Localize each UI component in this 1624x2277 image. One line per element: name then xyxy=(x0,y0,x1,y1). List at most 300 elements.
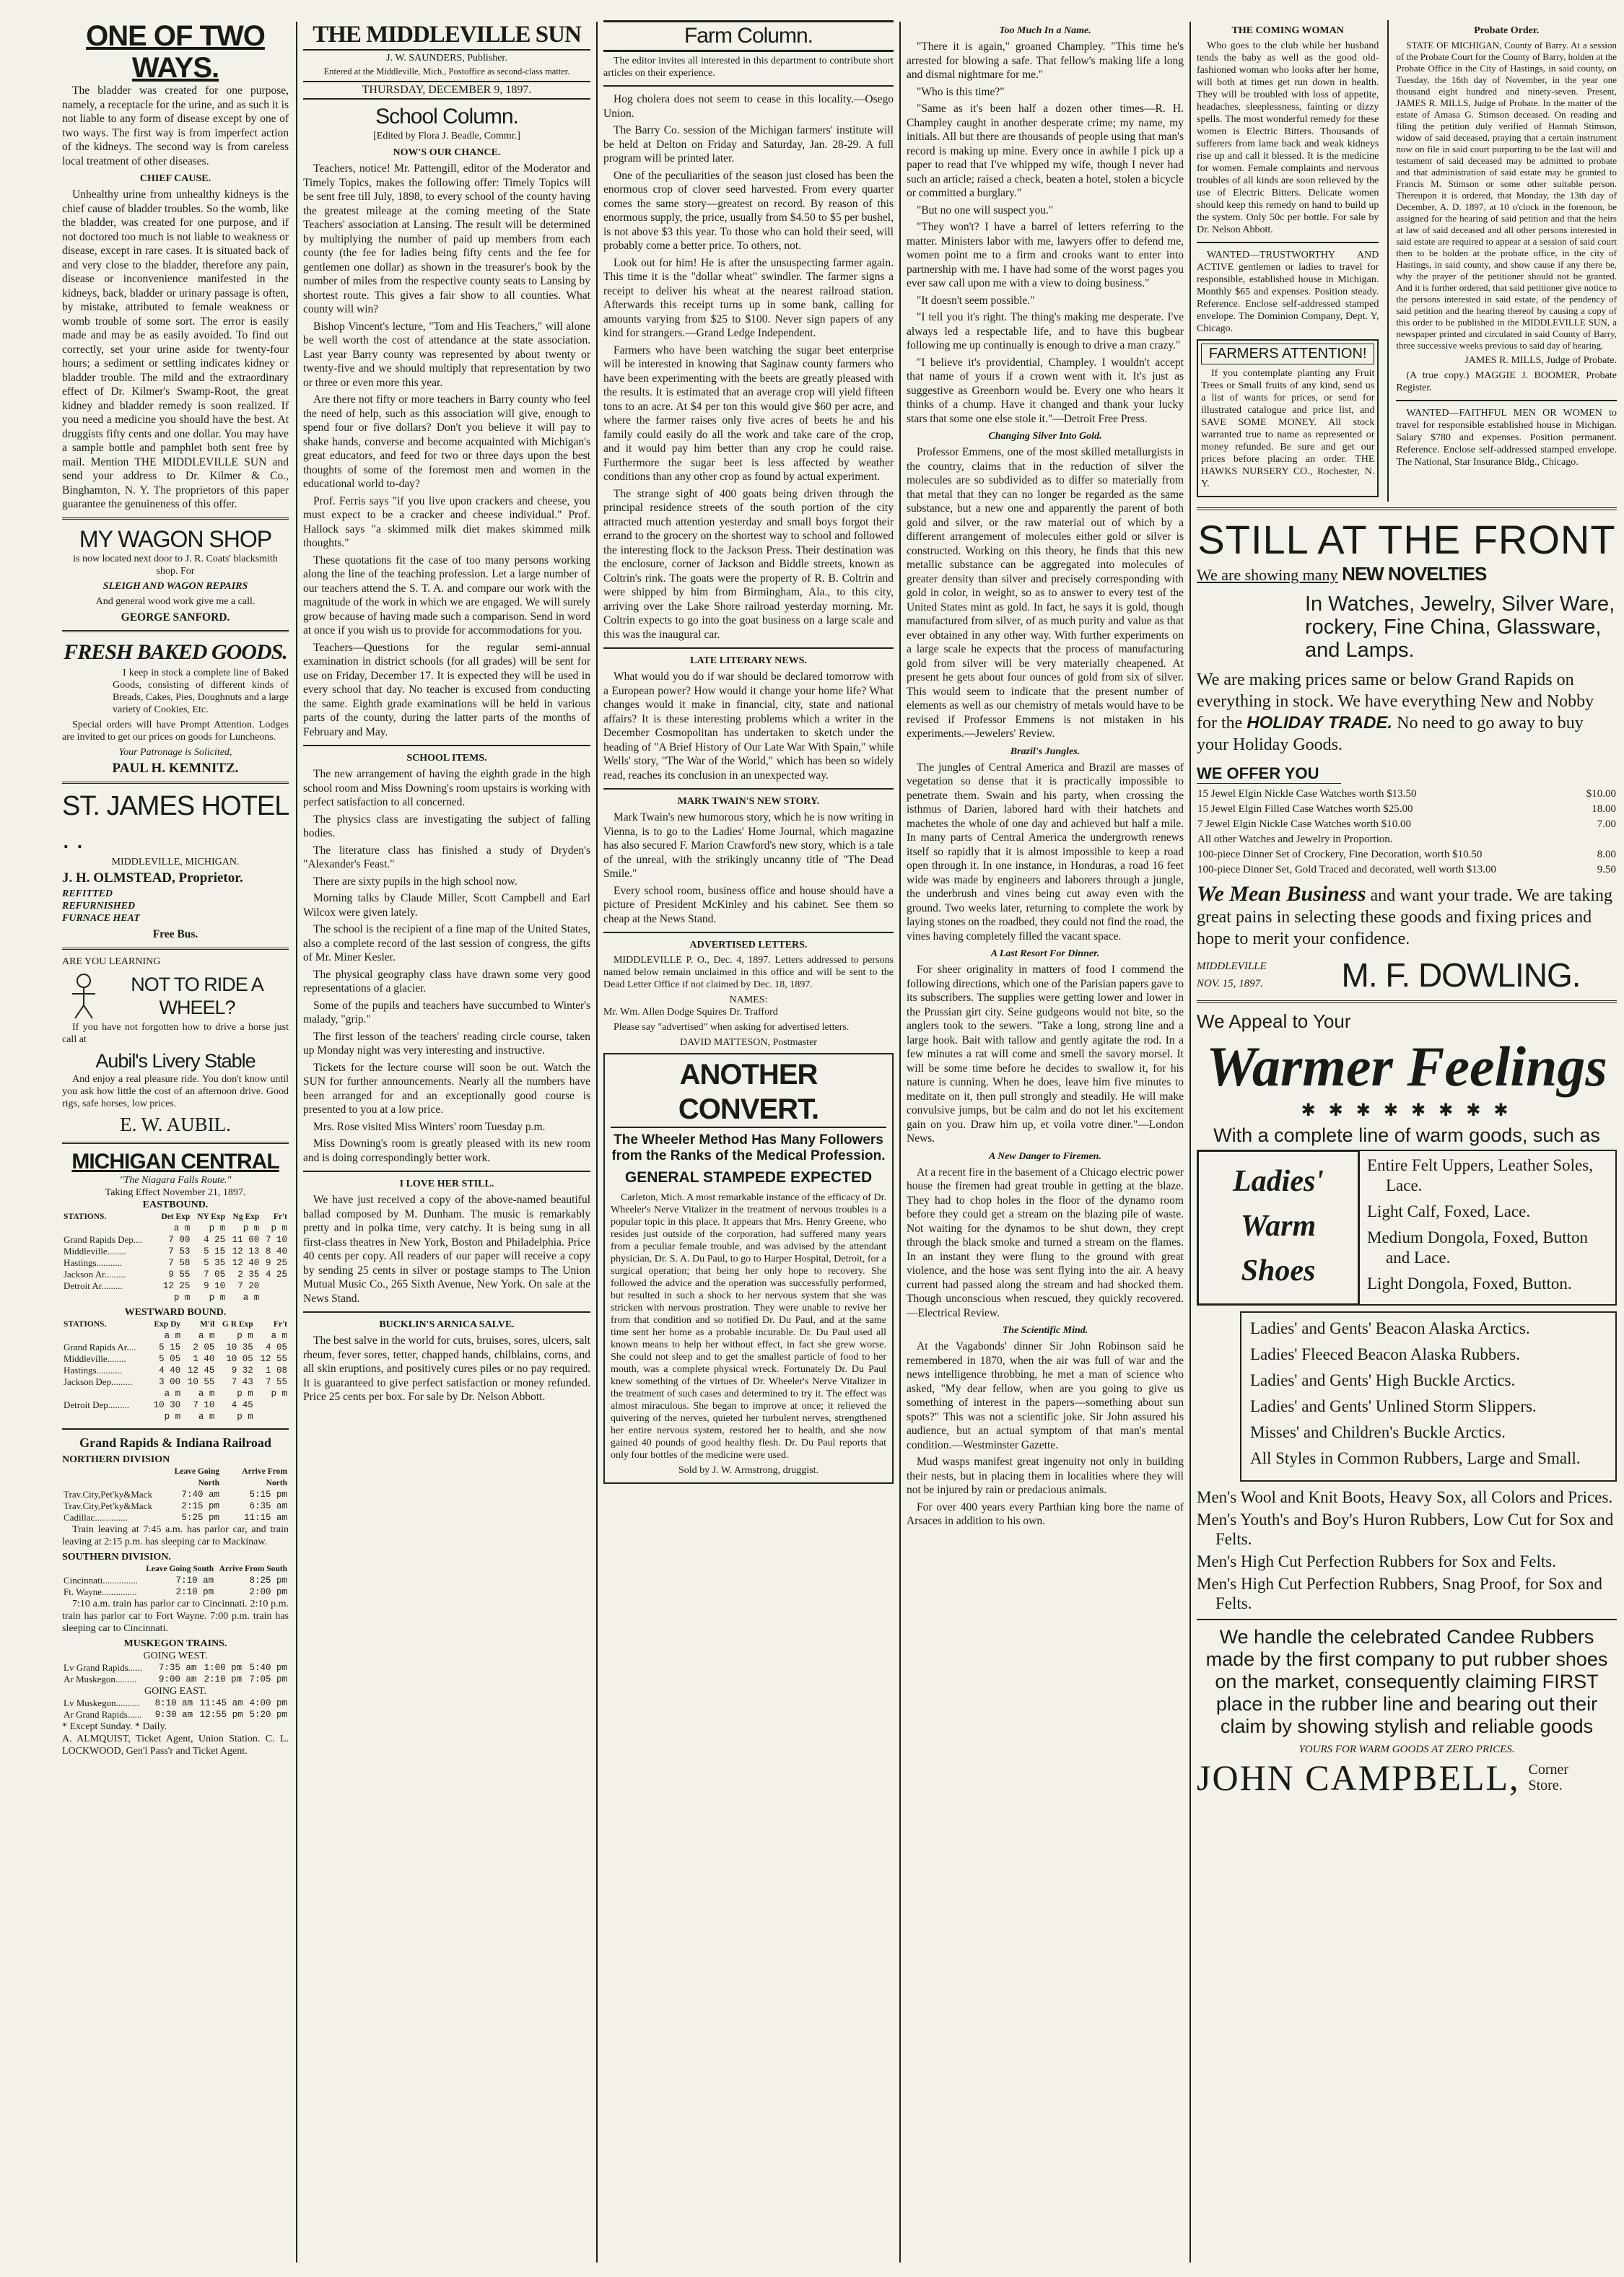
rubber-item: Men's Youth's and Boy's Huron Rubbers, Low Cut for Sox and Felts. xyxy=(1197,1511,1614,1548)
news-paragraph: Mark Twain's new humorous story, which he is now writing in Vienna, is to go to the Ladies' Home Journal, which magazine has also secured F. Marion Crawford's new story, which is a tale of the unreal, with the strikingly uncanny title of "The Dead Smile." xyxy=(603,811,894,880)
michigan-central-effect: Taking Effect November 21, 1897. xyxy=(105,1186,246,1198)
article-paragraph: Are there not fifty or more teachers in Barry county who feel the need of help, such as this association will give, enough to spend four or five dollars? Don't you believe it will pay to shake hands, converse and become acquainted with Michigan's great educators, and feed for two or three days upon the best thoughts of some of the foremost men and women in the educational world to-day? xyxy=(303,393,590,490)
muskegon-west-timetable xyxy=(62,1662,289,1685)
dowling-date: NOV. 15, 1897. xyxy=(1197,978,1263,989)
timetable-row xyxy=(62,1330,289,1342)
timetable-cell: 5:15 pm xyxy=(249,1489,287,1500)
shoe-item: Light Dongola, Foxed, Button. xyxy=(1367,1275,1572,1293)
offer-heading: WE OFFER YOU xyxy=(1197,764,1341,784)
coming-woman-heading: THE COMING WOMAN xyxy=(1231,25,1344,36)
timetable-header: Exp Dy xyxy=(154,1319,181,1329)
divider xyxy=(62,1142,289,1144)
scientific-mind-heading: The Scientific Mind. xyxy=(1002,1325,1088,1336)
advertised-letters-heading: ADVERTISED LETTERS. xyxy=(689,940,808,950)
story-paragraph: "I tell you it's right. The thing's making me desperate. I've always led a respectable life, and to have this bugbear following me up continually is enough to drive a man crazy." xyxy=(907,311,1184,351)
eastbound-heading: EASTBOUND. xyxy=(142,1199,209,1210)
shoes-word: Warm xyxy=(1240,1210,1317,1243)
letters-names-heading: NAMES: xyxy=(729,995,768,1005)
timetable-cell: 7 55 xyxy=(265,1376,287,1387)
timetable-cell: 12 25 xyxy=(162,1280,191,1291)
timetable-cell: Hastings........... xyxy=(64,1364,123,1376)
timetable-cell: 2:10 pm xyxy=(175,1586,214,1597)
timetable-cell: 8:25 pm xyxy=(249,1575,287,1586)
school-item: Mrs. Rose visited Miss Winters' room Tuesday p.m. xyxy=(313,1120,546,1133)
arctic-item: Ladies' and Gents' Beacon Alaska Arctics. xyxy=(1250,1319,1530,1337)
top-right-ads xyxy=(1197,20,1617,502)
divider xyxy=(603,932,894,933)
wanted-ad: WANTED—TRUSTWORTHY AND ACTIVE gentlemen or ladies to travel for responsible, established house in Michigan. Monthly $65 and expenses. Position steady. Reference. Enclose self-addressed stamped envelope. The Dominion Company, Dept. Y, Chicago. xyxy=(1197,250,1379,334)
timetable-cell: 9:00 am xyxy=(158,1674,197,1684)
hotel-bus: Free Bus. xyxy=(152,928,198,940)
letters-paragraph: MIDDLEVILLE P. O., Dec. 4, 1897. Letters addressed to persons named below remain unclaimed in this office and will be sent to the Dead Letter Office if not claimed by Dec. 18, 1897. xyxy=(603,955,894,990)
offer-price: 9.50 xyxy=(1597,864,1616,875)
column-2 xyxy=(303,20,590,2263)
timetable-cell: 7 05 xyxy=(204,1269,226,1280)
timetable-cell: 8 40 xyxy=(265,1246,287,1256)
timetable-row xyxy=(62,1342,289,1353)
offer-row xyxy=(1197,787,1617,802)
timetable-cell: Jackson Ar......... xyxy=(64,1268,126,1280)
timetable-cell: 12 45 xyxy=(187,1365,215,1376)
firemen-heading: A New Danger to Firemen. xyxy=(989,1150,1101,1162)
timetable-cell xyxy=(261,1280,289,1292)
news-paragraph: What would you do if war should be declared tomorrow with a European power? How would it change your home life? What changes would it make in financial, city, state and national affairs? It is these interesting problems which a writer in the December Cosmopolitan has undertaken to sketch under the heading of "A Brief History of Our Late War With Spain," while Wells' story, "The War of the World," which has been so widely read, reaches its conclusion in an unexpected way. xyxy=(603,670,894,782)
name-story-heading: Too Much In a Name. xyxy=(999,25,1091,36)
timetable-cell: Ar Muskegon......... xyxy=(64,1673,137,1684)
timetable-row xyxy=(62,1586,289,1598)
offer-price xyxy=(1577,832,1617,847)
probate-text: STATE OF MICHIGAN, County of Barry. At a session of the Probate Court for the County of Barry, holden at the Probate Office in the City of Hastings, in said county, on Tuesday, the 16th day of November, in the year one thousand eight hundred and ninety-seven. Present, JAMES R. MILLS, Judge of Probate. In the matter of the estate of Amasa G. Stimson deceased. On reading and filing the petition duly verified of Hannah Stimson, widow of said deceased, praying that a certain instrument now on file in said court purporting to be the last will and testament of said deceased may be admitted to probate and that administration of said estate may be granted to Francis M. Stimson or some other suitable person. Thereupon it is ordered, that Monday, the 13th day of December, A. D. 1897, at 10 o'clock in the forenoon, be assigned for the hearing of said petition and that the heirs at law of said deceased and all other persons interested in said estate are required to appear at a session of said court then to be holden at the probate office, in the city of Hastings, in said county, and show cause if any there be, why the prayer of the petitioner should not be granted. And it is further ordered, that said petitioner give notice to the persons interested in said estate, of the pendency of said petition and the hearing thereof by causing a copy of this order to be published in the MIDDLEVILLE SUN, a newspaper printed and circulated in said County of Barry, three successive weeks previous to said day of hearing. xyxy=(1396,40,1617,351)
rubber-item: Men's High Cut Perfection Rubbers for Sox and Felts. xyxy=(1197,1552,1556,1570)
story-paragraph: Professor Emmens, one of the most skilled metallurgists in the country, claims that in the reduction of silver the molecules are so subdivided as to differ so materially from that metal that they can no longer be regarded as the same substance, but a new one and apparently the parent of both gold and silver, or the raw material out of which by a different arrangement of molecules either gold or silver is constructed. Working on this theory, he finds that this new metallic substance can be aggregated into molecules of greater density than silver and precisely corresponding with gold in color, in weight, so as to answer to every test of the United States mint as gold. In fact, he says it is gold, though manufactured from silver, of as much purity and value as that ever obtained in any other way. With further experiments on a large scale he expects that the process of manufacturing gold from silver will be very materially cheapened. At present he gets about four ounces of gold from six of silver. This would seem to indicate that the present number of elements as well as our chemistry of metals would have to be revised if Professor Emmens is not mistaken in his experiments.—Jewelers' Review. xyxy=(907,446,1184,740)
wagon-shop-title: MY WAGON SHOP xyxy=(79,525,272,552)
timetable-cell: 5 15 xyxy=(159,1342,181,1352)
offer-row xyxy=(1197,832,1617,847)
story-paragraph: For over 400 years every Parthian king bore the name of Arsaces in addition to his own. xyxy=(907,1500,1184,1527)
timetable-header: Fr't xyxy=(273,1212,287,1221)
timetable-cell: 1 08 xyxy=(265,1365,287,1376)
gri-north-timetable xyxy=(62,1466,289,1524)
timetable-cell: Ft. Wayne............... xyxy=(64,1586,137,1597)
school-item: There are sixty pupils in the high school now. xyxy=(313,875,518,888)
convert-signature: Sold by J. W. Armstrong, druggist. xyxy=(678,1465,819,1476)
article-paragraph: We have just received a copy of the above-named beautiful ballad composed by M. Dunham. The music is remarkably pretty and in polka time, very catchy. It is being sung in all first-class theatres in New York, Boston and Philadelphia. Price 40 cents per copy. All readers of our paper will receive a copy by sending 25 cents in silver or postage stamps to The Union Mutual Music Co., 265 Sixth Avenue, New York. On sale at the News Stand. xyxy=(303,1194,590,1305)
baked-goods-signature: PAUL H. KEMNITZ. xyxy=(112,761,239,776)
timetable-cell: 1 40 xyxy=(193,1353,215,1364)
front-showing: We are showing many xyxy=(1197,566,1338,584)
timetable-cell: 7 10 xyxy=(265,1234,287,1245)
livery-text: If you have not forgotten how to drive a horse just call at xyxy=(62,1021,289,1045)
wanted-ad: WANTED—FAITHFUL MEN OR WOMEN to travel for responsible established house in Michigan. Salary $780 and expenses. Position permanent. Reference. Enclose self-addressed stamped envelope. The National, Star Insurance Bldg., Chicago. xyxy=(1396,408,1617,468)
eastbound-timetable xyxy=(62,1211,289,1303)
shoes-list xyxy=(1360,1150,1617,1306)
offer-row xyxy=(1197,802,1617,817)
timetable-cell xyxy=(62,1292,155,1303)
timetable-header: Ng Exp xyxy=(232,1212,260,1221)
school-item: Morning talks by Claude Miller, Scott Campbell and Earl Wilcox were given lately. xyxy=(303,892,590,919)
gri-note: 7:10 a.m. train has parlor car to Cincinnati. 2:10 p.m. train has parlor car to Fort Wayne. 7:00 p.m. train has sleeping car to Cincinnati. xyxy=(62,1598,289,1634)
article-paragraph: These quotations fit the case of too many persons working along the line of the teaching profession. Let a large number of our teachers attend the S. T. A. and compare our work with the magnitude of the work in which we are engaged. We will surely grow because of having made such a comparison. Send in word at once if you wish us to provide for accommodations for you. xyxy=(303,554,590,637)
timetable-cell: 5:20 pm xyxy=(249,1709,287,1720)
business-line xyxy=(1197,883,1617,950)
gri-title: Grand Rapids & Indiana Railroad xyxy=(79,1435,271,1450)
michigan-central-title: MICHIGAN CENTRAL xyxy=(71,1149,279,1174)
story-paragraph: Mud wasps manifest great ingenuity not only in building their nests, but in placing them in localities where they will not be injured by rain or predacious animals. xyxy=(907,1456,1184,1496)
muskegon-east: GOING EAST. xyxy=(144,1685,207,1697)
livery-title: Aubil's Livery Stable xyxy=(95,1049,256,1072)
front-holiday: HOLIDAY TRADE. xyxy=(1247,713,1393,733)
divider xyxy=(603,788,894,790)
timetable-cell: 7 00 xyxy=(168,1234,191,1245)
column-rule xyxy=(1189,22,1191,2263)
timetable-row xyxy=(62,1512,289,1524)
timetable-row xyxy=(62,1575,289,1586)
front-prices: We are making prices same or below Grand Rapids on everything in stock. We have everything New and Nobby for the xyxy=(1197,670,1594,733)
school-item: The first lesson of the teachers' reading circle course, taken up Monday night was very interesting and instructive. xyxy=(303,1030,590,1057)
offer-price: 8.00 xyxy=(1597,849,1616,860)
publisher: J. W. SAUNDERS, Publisher. xyxy=(386,53,507,64)
offer-item: 15 Jewel Elgin Filled Case Watches worth $25.00 xyxy=(1197,803,1413,815)
timetable-row xyxy=(62,1674,289,1685)
hotel-feature: REFITTED xyxy=(62,888,113,899)
timetable-row xyxy=(62,1257,289,1269)
shoe-item: Medium Dongola, Foxed, Button and Lace. xyxy=(1367,1228,1589,1267)
timetable-cell: Detroit Dep......... xyxy=(64,1399,129,1410)
column-rule xyxy=(296,22,297,2263)
timetable-cell: 9 55 xyxy=(168,1269,191,1280)
story-paragraph: "But no one will suspect you." xyxy=(917,204,1054,217)
timetable-cell: Middleville........ xyxy=(64,1245,126,1256)
timetable-header: NY Exp xyxy=(197,1212,226,1221)
livery-question: ARE YOU LEARNING xyxy=(62,956,161,967)
timetable-header: Arrive From South xyxy=(219,1564,287,1573)
ticket-agents: A. ALMQUIST, Ticket Agent, Union Station. C. L. LOCKWOOD, Gen'l Pass'r and Ticket Agent. xyxy=(62,1733,289,1757)
timetable-cell: 12 55 xyxy=(260,1353,287,1364)
timetable-cell: Cincinnati............... xyxy=(64,1574,138,1586)
timetable-cell xyxy=(255,1411,289,1422)
timetable-cell: 4 40 xyxy=(159,1365,181,1376)
timetable-cell: a m xyxy=(198,1330,215,1341)
school-item: Some of the pupils and teachers have succumbed to Winter's malady, "grip." xyxy=(303,999,590,1026)
divider xyxy=(603,647,894,649)
offer-item: 100-piece Dinner Set of Crockery, Fine Decoration, worth $10.50 xyxy=(1197,849,1483,860)
timetable-cell: p m xyxy=(164,1411,181,1422)
bladder-title: ONE OF TWO WAYS. xyxy=(86,20,265,84)
silver-heading: Changing Silver Into Gold. xyxy=(988,431,1102,442)
timetable-cell: 4 45 xyxy=(231,1399,253,1410)
man-figure-icon xyxy=(62,971,105,1021)
offer-item: 100-piece Dinner Set, Gold Traced and decorated, well worth $13.00 xyxy=(1197,864,1497,875)
timetable-cell: a m xyxy=(164,1330,181,1341)
warm-goods-tagline: YOURS FOR WARM GOODS AT ZERO PRICES. xyxy=(1298,1744,1515,1755)
timetable-cell: 10 35 xyxy=(226,1342,253,1352)
mark-twain-heading: MARK TWAIN'S NEW STORY. xyxy=(677,796,820,807)
timetable-cell: 7:35 am xyxy=(158,1662,197,1673)
business-heading: We Mean Business xyxy=(1197,882,1366,906)
rubber-item: Men's Wool and Knit Boots, Heavy Sox, all Colors and Prices. xyxy=(1197,1488,1613,1506)
story-paragraph: At the Vagabonds' dinner Sir John Robinson said he remembered in 1870, when the air was full of war and the news intelligence throbbing, he met a man of science who asked, "My dear fellow, when are you going to give us something of interest in the papers—something about sun spots?" This was not a scientific joke. Sir John assured his audience, but an actual symptom of that man's mental condition.—Westminster Gazette. xyxy=(907,1340,1184,1451)
farm-paragraph: The Barry Co. session of the Michigan farmers' institute will be held at Delton on Friday and Saturday, Jan. 28-29. A full program will be printed later. xyxy=(603,124,894,165)
timetable-cell: 5 35 xyxy=(204,1257,226,1268)
timetable-cell: 7:40 am xyxy=(181,1489,219,1500)
gri-south-timetable xyxy=(62,1563,289,1598)
school-item: The physics class are investigating the subject of falling bodies. xyxy=(303,813,590,839)
muskegon-east-timetable xyxy=(62,1697,289,1721)
baked-goods-title: FRESH BAKED GOODS. xyxy=(64,640,287,664)
timetable-row xyxy=(62,1388,289,1399)
timetable-cell: 11:45 am xyxy=(199,1697,243,1708)
dinner-heading: A Last Resort For Dinner. xyxy=(990,948,1100,959)
timetable-cell: Hastings........... xyxy=(64,1256,123,1268)
baked-goods-text: I keep in stock a complete line of Baked Goods, consisting of different kinds of Breads, Cakes, Pies, Doughnuts and a large variety of Cookies, Etc. xyxy=(113,668,289,715)
timetable-cell: p m xyxy=(209,1223,226,1233)
bladder-paragraph: The bladder was created for one purpose, namely, a receptacle for the urine, and as such it is not liable to any form of disease except by one of two ways. The first way is from imperfect action of the kidneys. The second way is from careless local treatment of other diseases. xyxy=(62,84,289,167)
convert-ad xyxy=(603,1053,894,1484)
complete-line-text: With a complete line of warm goods, such as xyxy=(1213,1124,1600,1146)
timetable-header: Leave Going South xyxy=(146,1564,214,1573)
article-paragraph: Prof. Ferris says "if you live upon crackers and cheese, you must expect to be a cracker and cheese individual." Prof. Hallock says "a skimmed milk diet makes skimmed milk thoughts." xyxy=(303,494,590,549)
dowling-place: MIDDLEVILLE xyxy=(1197,961,1267,972)
campbell-name: JOHN CAMPBELL, xyxy=(1197,1757,1520,1798)
front-showing-line xyxy=(1197,564,1617,585)
timetable-row xyxy=(62,1662,289,1674)
story-paragraph: "Who is this time?" xyxy=(917,85,1005,98)
love-her-still-heading: I LOVE HER STILL. xyxy=(399,1179,494,1189)
timetable-cell: 9 32 xyxy=(231,1365,253,1376)
article-paragraph: Teachers, notice! Mr. Pattengill, editor of the Moderator and Timely Topics, makes the following offer: Timely Topics will be sent free till July, 1898, to every school of the county having the greatest mileage at the coming meeting of the State Teachers' association at Lansing. The result will be determined by multiplying the number of paid up members from each county (the fee for ladies being fifty cents and the fee for gentlemen one dollar) as shown in the treasurer's book by the number of miles from the respective county seats to Lansing by shortest route. This gives a fair show to all counties. What county will win? xyxy=(303,162,590,315)
timetable-row xyxy=(62,1697,289,1709)
timetable-cell: Detroit Ar......... xyxy=(64,1280,123,1291)
timetable-row xyxy=(62,1376,289,1388)
story-paragraph: "They won't? I have a barrel of letters referring to the matter. Ministers labor with me, lawyers offer to defend me, women point me to a firm and crooks want to enter into partnership with me. I have had some of the worst pages you ever saw call upon me with a view to doing business." xyxy=(907,221,1184,289)
timetable-row xyxy=(62,1223,289,1234)
convert-subtitle: The Wheeler Method Has Many Followers from the Ranks of the Medical Profession. xyxy=(611,1132,886,1163)
column-rule xyxy=(899,22,901,2263)
offer-table xyxy=(1197,787,1617,878)
school-item: The literature class has finished a study of Dryden's "Alexander's Feast." xyxy=(303,844,590,870)
letters-names: Mr. Wm. Allen Dodge Squires Dr. Trafford xyxy=(603,1007,778,1018)
entered-note: Entered at the Middleville, Mich., Postoffice as second-class matter. xyxy=(323,66,570,77)
column-4 xyxy=(907,20,1184,2263)
story-paragraph: "I believe it's providential, Champley. I wouldn't accept that name of yours if a crown went with it. It's just as suggestive as Greenborn would be. Every one who hears it thinks of a chump. Have it changed and thank your lucky stars that some one else stole it."—Detroit Free Press. xyxy=(907,356,1184,425)
column-5 xyxy=(1197,20,1617,2263)
timetable-cell xyxy=(62,1330,148,1342)
probate-signature: JAMES R. MILLS, Judge of Probate. xyxy=(1464,355,1617,366)
timetable-cell: Grand Rapids Dep.... xyxy=(64,1233,143,1245)
timetable-cell: Trav.City,Pet'ky&Mack xyxy=(64,1488,152,1500)
timetable-cell: a m xyxy=(164,1388,181,1399)
story-paragraph: "Same as it's been half a dozen other times—R. H. Champley caught in another desperate crime; my name, my initials. All but there are thousands of people using that man's record is making up mine. Every once in awhile I pick up a paper to read that I've whipped my wife, though I never had such an article; raised a check, beaten a hotel, stolen a bicycle or committed a burglary." xyxy=(907,102,1184,199)
timetable-row xyxy=(62,1353,289,1365)
story-paragraph: "It doesn't seem possible." xyxy=(917,294,1035,307)
timetable-cell xyxy=(62,1223,155,1234)
timetable-cell: Middleville........ xyxy=(64,1352,126,1364)
timetable-cell xyxy=(62,1388,148,1399)
story-paragraph: At a recent fire in the basement of a Chicago electric power house the firemen had great trouble in getting at the blaze. They had to chop holes in the floor of the dynamo room before they could get a stream on the blazing pile of waste. Not waiting for the dynamos to be shut down, they crept through the black smoke and turned a stream on the flames. In an instant they were flung to the ground with great violence, and the hose was sent flying into the air. A heavy current had passed along the stream and had shocked them. Though unconscious when rescued, they quickly recovered.—Electrical Review. xyxy=(907,1166,1184,1319)
hotel-proprietor: J. H. OLMSTEAD, Proprietor. xyxy=(62,870,243,886)
timetable-cell: p m xyxy=(237,1330,253,1341)
chief-cause-heading: CHIEF CAUSE. xyxy=(139,173,211,184)
ladies-warm-shoes xyxy=(1197,1150,1360,1306)
timetable-row xyxy=(62,1234,289,1246)
timetable-cell: 4 25 xyxy=(204,1234,226,1245)
farm-paragraph: Farmers who have been watching the sugar beet enterprise will be interested in knowing that Saginaw county farmers who have been experimenting with the beets are greatly pleased with the results. It is estimated that an average crop will yield fifteen tons to an acre. At $4 per ton this would give $60 per acre, and where the farmer raises only five acres of beets he and his family could easily do all the work and take care of the crop, and it would pay him better than any crop he could raise. Furthermore the sugar beet is less affected by weather conditions than any other crop as found by actual experiment. xyxy=(603,344,894,483)
dowling-signature xyxy=(1197,956,1617,995)
offer-price: 18.00 xyxy=(1592,803,1616,815)
farm-note: The editor invites all interested in this department to contribute short articles on their experience. xyxy=(603,56,894,79)
farm-column-title: Farm Column. xyxy=(603,20,894,52)
timetable-cell: 7 53 xyxy=(168,1246,191,1256)
timetable-cell: p m xyxy=(237,1388,253,1399)
timetable-row xyxy=(62,1399,289,1411)
timetable-cell: 7 20 xyxy=(237,1280,260,1291)
divider xyxy=(1396,400,1617,401)
timetable-cell: a m xyxy=(173,1223,191,1233)
shoe-item: Entire Felt Uppers, Leather Soles, Lace. xyxy=(1367,1156,1593,1194)
divider xyxy=(303,1171,590,1172)
timetable-cell: 9 10 xyxy=(204,1280,226,1291)
article-paragraph: The best salve in the world for cuts, bruises, sores, ulcers, salt rheum, fever sores, tetter, chapped hands, chilblains, corns, and all skin eruptions, and positively cures piles or no pay required. It is guaranteed to give perfect satisfaction or money refunded. Price 25 cents per box. For sale by Dr. Nelson Abbott. xyxy=(303,1334,590,1403)
coming-woman-text: Who goes to the club while her husband tends the baby as well as the good old-fashioned woman who looks after her home, will both at times get run down in health. They will be troubled with loss of appetite, headaches, sleeplessness, fainting or dizzy spells. The most wonderful remedy for these women is Electric Bitters. Thousands of sufferers from lame back and weak kidneys rise up and call it blessed. It is the medicine for women. Female complaints and nervous troubles of all kinds are soon relieved by the use of Electric Bitters. Delicate women should keep this remedy on hand to build up the system. Only 50c per bottle. For sale by Dr. Nelson Abbott. xyxy=(1197,40,1379,235)
hotel-title: ST. JAMES HOTEL . . xyxy=(62,790,288,855)
timetable-cell: 9:30 am xyxy=(154,1709,193,1720)
column-1 xyxy=(62,20,289,2263)
ladies-shoes-block xyxy=(1197,1150,1617,1306)
timetable-row xyxy=(62,1365,289,1376)
timetable-cell: 7 58 xyxy=(168,1257,191,1268)
column-3 xyxy=(603,20,894,2263)
rubber-item: Men's High Cut Perfection Rubbers, Snag Proof, for Sox and Felts. xyxy=(1197,1575,1602,1612)
timetable-row xyxy=(62,1292,289,1303)
timetable-cell: 7:05 pm xyxy=(249,1674,287,1684)
probate-heading: Probate Order. xyxy=(1474,25,1540,36)
divider xyxy=(303,745,590,746)
shoe-item: Light Calf, Foxed, Lace. xyxy=(1367,1202,1531,1220)
convert-paragraph: Carleton, Mich. A most remarkable instance of the efficacy of Dr. Wheeler's Nerve Vitalizer in the treatment of nervous troubles is a popular topic in this place. It appears that Mrs. Henry Greene, who resides just outside of the corporation, had suffered many years from a peculiar female trouble, and was advised by the attendant physician, Dr. S. A. Du Paul, to go to Harper Hospital, Detroit, for a surgical operation; that being her only hope to recovery. She followed the advice and the operation was successfully performed, but resulted in such a shock to her nervous system that she was stricken with nervous prostration. They were unable to revive her from that condition and so notified Dr. Du Paul, and at the same time sent her home as a probable incurable. Dr. Du Paul used all known means to help her without effect, in fact she grew worse. She could not sleep and to get the smallest particle of food to her mouth, was a complete physical wreck. Fortunately Dr. Du Paul knew something of the virtues of Dr. Wheeler's Nerve Vitalizer in the treatment of such cases and determined to try it. The effect was almost miraculous. She began to improve at once; it relieved the quivering of the nerves, quieted her turbulent nerves, strengthened her entire nervous system, restored her to health, and she now gained 40 pounds of good healthy flesh. Dr. Du Paul reports that only four bottles of the medicine were used. xyxy=(611,1192,886,1461)
timetable-header: Det Exp xyxy=(161,1212,191,1221)
shoes-word: Ladies' xyxy=(1233,1165,1324,1198)
divider xyxy=(62,630,289,632)
timetable-cell: p m xyxy=(243,1223,260,1233)
timetable-cell: Grand Rapids Ar.... xyxy=(64,1341,136,1352)
timetable-cell: p m xyxy=(209,1292,226,1303)
arctics-list xyxy=(1240,1311,1617,1482)
timetable-cell: Lv Grand Rapids...... xyxy=(64,1661,143,1673)
farmers-ad xyxy=(1197,339,1379,497)
timetable-cell: 3 00 xyxy=(159,1376,181,1387)
timetable-header xyxy=(62,1466,154,1489)
timetable-cell: 4:00 pm xyxy=(249,1697,287,1708)
issue-date: THURSDAY, DECEMBER 9, 1897. xyxy=(303,81,590,100)
baked-goods-text: Special orders will have Prompt Attention. Lodges are invited to get our prices on goods for Luncheons. xyxy=(62,720,289,743)
shoes-word: Shoes xyxy=(1241,1254,1316,1288)
offer-price: 7.00 xyxy=(1597,818,1616,830)
timetable-cell: Ar Grand Rapids...... xyxy=(64,1708,142,1720)
bladder-paragraph: Unhealthy urine from unhealthy kidneys is the chief cause of bladder troubles. So the womb, like the bladder, was created for one purpose, and if not doctored too much is not liable to weakness or disease, except in rare cases. It is situated back of and very close to the bladder, therefore any pain, disease or inconvenience manifested in the kidneys, back, bladder or urinary passage is often, by mistake, attributed to female weakness or womb trouble of some sort. The error is easily made and may be as easily avoided. To find out correctly, set your urine aside for twenty-four hours; a sediment or settling indicates kidney or bladder trouble. The mild and the extraordinary effect of Dr. Kilmer's Swamp-Root, the great kidney and bladder remedy is soon realized. If you need a medicine you should have the best. At druggists fifty cents and one dollar. You may have a sample bottle and pamphlet both sent free by mail. Mention THE MIDDLEVILLE SUN and send your address to Dr. Kilmer & Co., Binghamton, N. Y. The proprietors of this paper guarantee the genuineness of this offer. xyxy=(62,188,289,510)
divider xyxy=(1197,242,1379,243)
arctic-item: Ladies' and Gents' High Buckle Arctics. xyxy=(1250,1371,1516,1389)
timetable-cell: 5:25 pm xyxy=(181,1512,219,1523)
timetable-header xyxy=(62,1563,142,1575)
article-paragraph: Bishop Vincent's lecture, "Tom and His Teachers," will alone be well worth the cost of attendance at the state association. Last year Barry county was represented by about twenty or twenty-five and we should multiply that representation by two or three or even more this year. xyxy=(303,320,590,389)
farmers-heading: FARMERS ATTENTION! xyxy=(1201,344,1374,364)
article-paragraph: Teachers—Questions for the regular semi-annual examination in district schools (for all grades) will be sent for use on Friday, December 17. It is expected they will be used in every school that day. No teacher is excused from conducting the same. Eighth grade examinations will be held in various parts of the county, during the latter parts of the months of February and May. xyxy=(303,641,590,738)
timetable-header: Arrive From North xyxy=(242,1467,287,1487)
farm-paragraph: Hog cholera does not seem to cease in this locality.—Osego Union. xyxy=(603,93,894,120)
timetable-cell: 12:55 pm xyxy=(199,1709,243,1720)
timetable-header: STATIONS. xyxy=(64,1319,107,1329)
timetable-row xyxy=(62,1411,289,1422)
livery-signature: E. W. AUBIL. xyxy=(120,1113,231,1135)
divider xyxy=(303,1311,590,1313)
arctic-item: Misses' and Children's Buckle Arctics. xyxy=(1250,1423,1506,1441)
business-text: and want your trade. We are taking great pains in selecting these goods and fixing prices and hope to merit your confidence. xyxy=(1197,886,1612,948)
school-column-title: School Column. xyxy=(375,105,518,128)
decorative-stars-icon: ✱ ✱ ✱ ✱ ✱ ✱ ✱ ✱ xyxy=(1301,1101,1513,1120)
timetable-header: G R Exp xyxy=(222,1319,253,1329)
timetable-cell: 10 55 xyxy=(187,1376,215,1387)
wagon-shop-signature: GEORGE SANFORD. xyxy=(121,611,230,624)
school-column-editor: [Edited by Flora J. Beadle, Commr.] xyxy=(373,131,520,141)
timetable-cell: a m xyxy=(198,1388,215,1399)
arctic-item: Ladies' Fleeced Beacon Alaska Rubbers. xyxy=(1250,1345,1520,1363)
timetable-cell: p m xyxy=(237,1411,253,1422)
timetable-row xyxy=(62,1280,289,1292)
school-item: The school is the recipient of a fine map of the United States, also a complete record of the last session of congress, the gifts of Mr. Miner Kesler. xyxy=(303,923,590,963)
timetable-cell: 10 05 xyxy=(226,1353,253,1364)
arnica-salve-heading: BUCKLIN'S ARNICA SALVE. xyxy=(379,1319,515,1330)
michigan-central-subtitle: "The Niagara Falls Route." xyxy=(119,1174,232,1186)
divider xyxy=(603,85,894,87)
timetable-cell: 2:10 pm xyxy=(204,1674,243,1684)
masthead: THE MIDDLEVILLE SUN xyxy=(303,20,590,51)
timetable-cell: Cadillac.............. xyxy=(64,1511,128,1523)
timetable-cell: p m xyxy=(271,1223,287,1233)
offer-item: All other Watches and Jewelry in Proportion. xyxy=(1197,834,1393,845)
timetable-row xyxy=(62,1489,289,1500)
timetable-cell: 4 25 xyxy=(265,1269,287,1280)
timetable-cell: 10 30 xyxy=(153,1399,181,1410)
timetable-cell: 5 15 xyxy=(204,1246,226,1256)
chance-heading: NOW'S OUR CHANCE. xyxy=(393,147,501,158)
right-subcolumn xyxy=(1387,20,1617,502)
farm-paragraph: One of the peculiarities of the season just closed has been the enormous crop of clover seed harvested. From every quarter comes the same story—greatest on record. By reason of this enormous supply, the price, usually from $4.50 to $5 per bushel, is not above $3 this year. To those who can hold their seed, will probably come a better price. To others, not. xyxy=(603,169,894,252)
offer-row xyxy=(1197,847,1617,862)
westbound-timetable xyxy=(62,1319,289,1422)
timetable-cell: 12 40 xyxy=(232,1257,260,1268)
farmers-text: If you contemplate planting any Fruit Trees or Small fruits of any kind, send us a list of wants for prices, or send for illustrated catalogue and price list, and SAVE SOME MONEY. All stock warranted true to name as represented or money refunded. Be sure and get our prices before placing an order. THE HAWKS NURSERY CO., Rochester, N. Y. xyxy=(1201,368,1375,489)
school-item: The physical geography class have drawn some very good representations of a glacier. xyxy=(303,968,590,995)
literary-news-heading: LATE LITERARY NEWS. xyxy=(690,655,807,666)
postmaster-signature: DAVID MATTESON, Postmaster xyxy=(680,1037,817,1048)
column-rule xyxy=(596,22,598,2263)
timetable-header: Leave Going North xyxy=(174,1467,219,1487)
timetable-cell: Lv Muskegon.......... xyxy=(64,1697,140,1708)
timetable-cell: 2:15 pm xyxy=(181,1500,219,1511)
timetable-cell: 2 35 xyxy=(237,1269,260,1280)
front-watches: In Watches, Jewelry, Silver Ware, rockery, Fine China, Glassware, and Lamps. xyxy=(1305,593,1615,662)
story-paragraph: For sheer originality in matters of food I commend the following directions, which one of the Parisian papers gave to its subscribers. The supplies were getting lower and lower in the Prussian girt city. Seine gudgeons would not bite, so the anglers took to the sewers. "Take a long, strong line and a large hook. Bait with tallow and gently agitate the rod. In a few minutes a rat will come and smell the savory morsel. It will be some time before he decides to swallow it, for his nature is cunning. When he does, leave him five minutes to meditate on it, then pull strongly and steadily. He will make convulsive jumps, but be calm and do not let his excitement gain on you. Draw him up, et voila votre diner."—London News. xyxy=(907,963,1184,1145)
livery-banner xyxy=(62,971,289,1021)
offer-item: 15 Jewel Elgin Nickle Case Watches worth $13.50 xyxy=(1197,788,1417,800)
offer-row xyxy=(1197,862,1617,878)
hotel-feature: REFURNISHED xyxy=(62,901,136,912)
timetable-cell: 5:40 pm xyxy=(249,1662,287,1673)
livery-headline: NOT TO RIDE A WHEEL? xyxy=(131,973,263,1018)
timetable-cell: Jackson Dep......... xyxy=(64,1376,133,1387)
timetable-header: M'il xyxy=(199,1319,215,1329)
letters-paragraph: Please say "advertised" when asking for advertised letters. xyxy=(614,1022,850,1033)
